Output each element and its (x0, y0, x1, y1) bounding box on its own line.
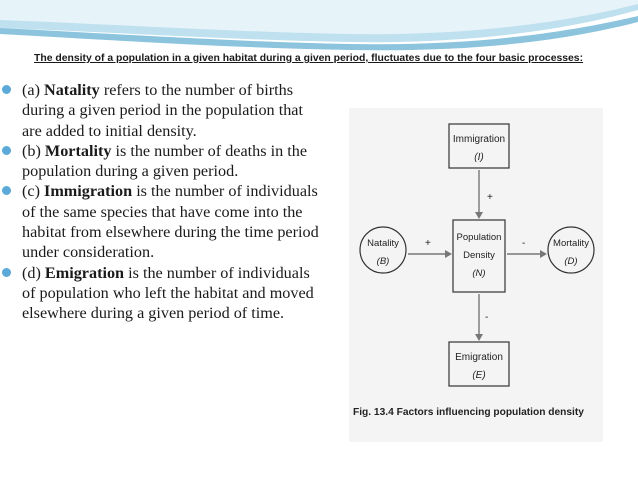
bullet-term: Mortality (44, 141, 112, 160)
bullet-text: is the number of deaths in the population during a given period. (22, 141, 308, 181)
bullet-prefix: (d) (22, 263, 45, 282)
density-label: Density (463, 250, 495, 261)
bullet-term: Natality (44, 81, 100, 99)
bullet-text: is the number of individuals of the same species that have come into the habitat from elsewhere during the time period under consideration. (22, 182, 319, 262)
bullet-term: Immigration (44, 182, 133, 201)
bullet-text: refers to the number of births during a given period in the population that are added to initial density. (22, 81, 303, 140)
natality-label: Natality (367, 238, 399, 249)
emigration-symbol: (E) (472, 370, 486, 381)
emigration-label: Emigration (455, 352, 503, 363)
bullet-prefix: (a) (22, 81, 45, 99)
natality-symbol: (B) (376, 256, 390, 267)
mortality-symbol: (D) (564, 256, 578, 267)
bullet-term: Emigration (44, 263, 125, 282)
bullet-emigration (2, 263, 320, 324)
slide-heading: The density of a population in a given habitat during a given period, fluctuates due to the four basic processes: (34, 53, 584, 64)
emigration-sign: - (485, 312, 489, 323)
bullet-immigration (2, 181, 320, 262)
immigration-symbol: (I) (474, 152, 484, 163)
bullet-prefix: (b) (22, 141, 45, 160)
population-symbol: (N) (472, 268, 486, 279)
immigration-sign: + (487, 192, 493, 203)
bullet-list (0, 80, 320, 324)
bullet-mortality (2, 141, 320, 182)
natality-sign: + (425, 238, 431, 249)
bullet-text: is the number of individuals of population who left the habitat and moved elsewhere during a given period of time. (22, 263, 314, 323)
mortality-sign: - (522, 238, 526, 249)
immigration-label: Immigration (452, 134, 506, 145)
population-density-diagram (349, 108, 603, 442)
population-label: Population (456, 232, 502, 243)
figure-caption: Fig. 13.4 Factors influencing population density (353, 407, 584, 418)
bullet-dot-icon (2, 186, 11, 195)
mortality-label: Mortality (553, 238, 589, 249)
bullet-dot-icon (2, 146, 11, 155)
bullet-natality (2, 80, 320, 141)
bullet-dot-icon (2, 85, 11, 94)
bullet-prefix: (c) (22, 182, 45, 201)
bullet-dot-icon (2, 268, 11, 277)
header-wave-banner (0, 0, 638, 60)
